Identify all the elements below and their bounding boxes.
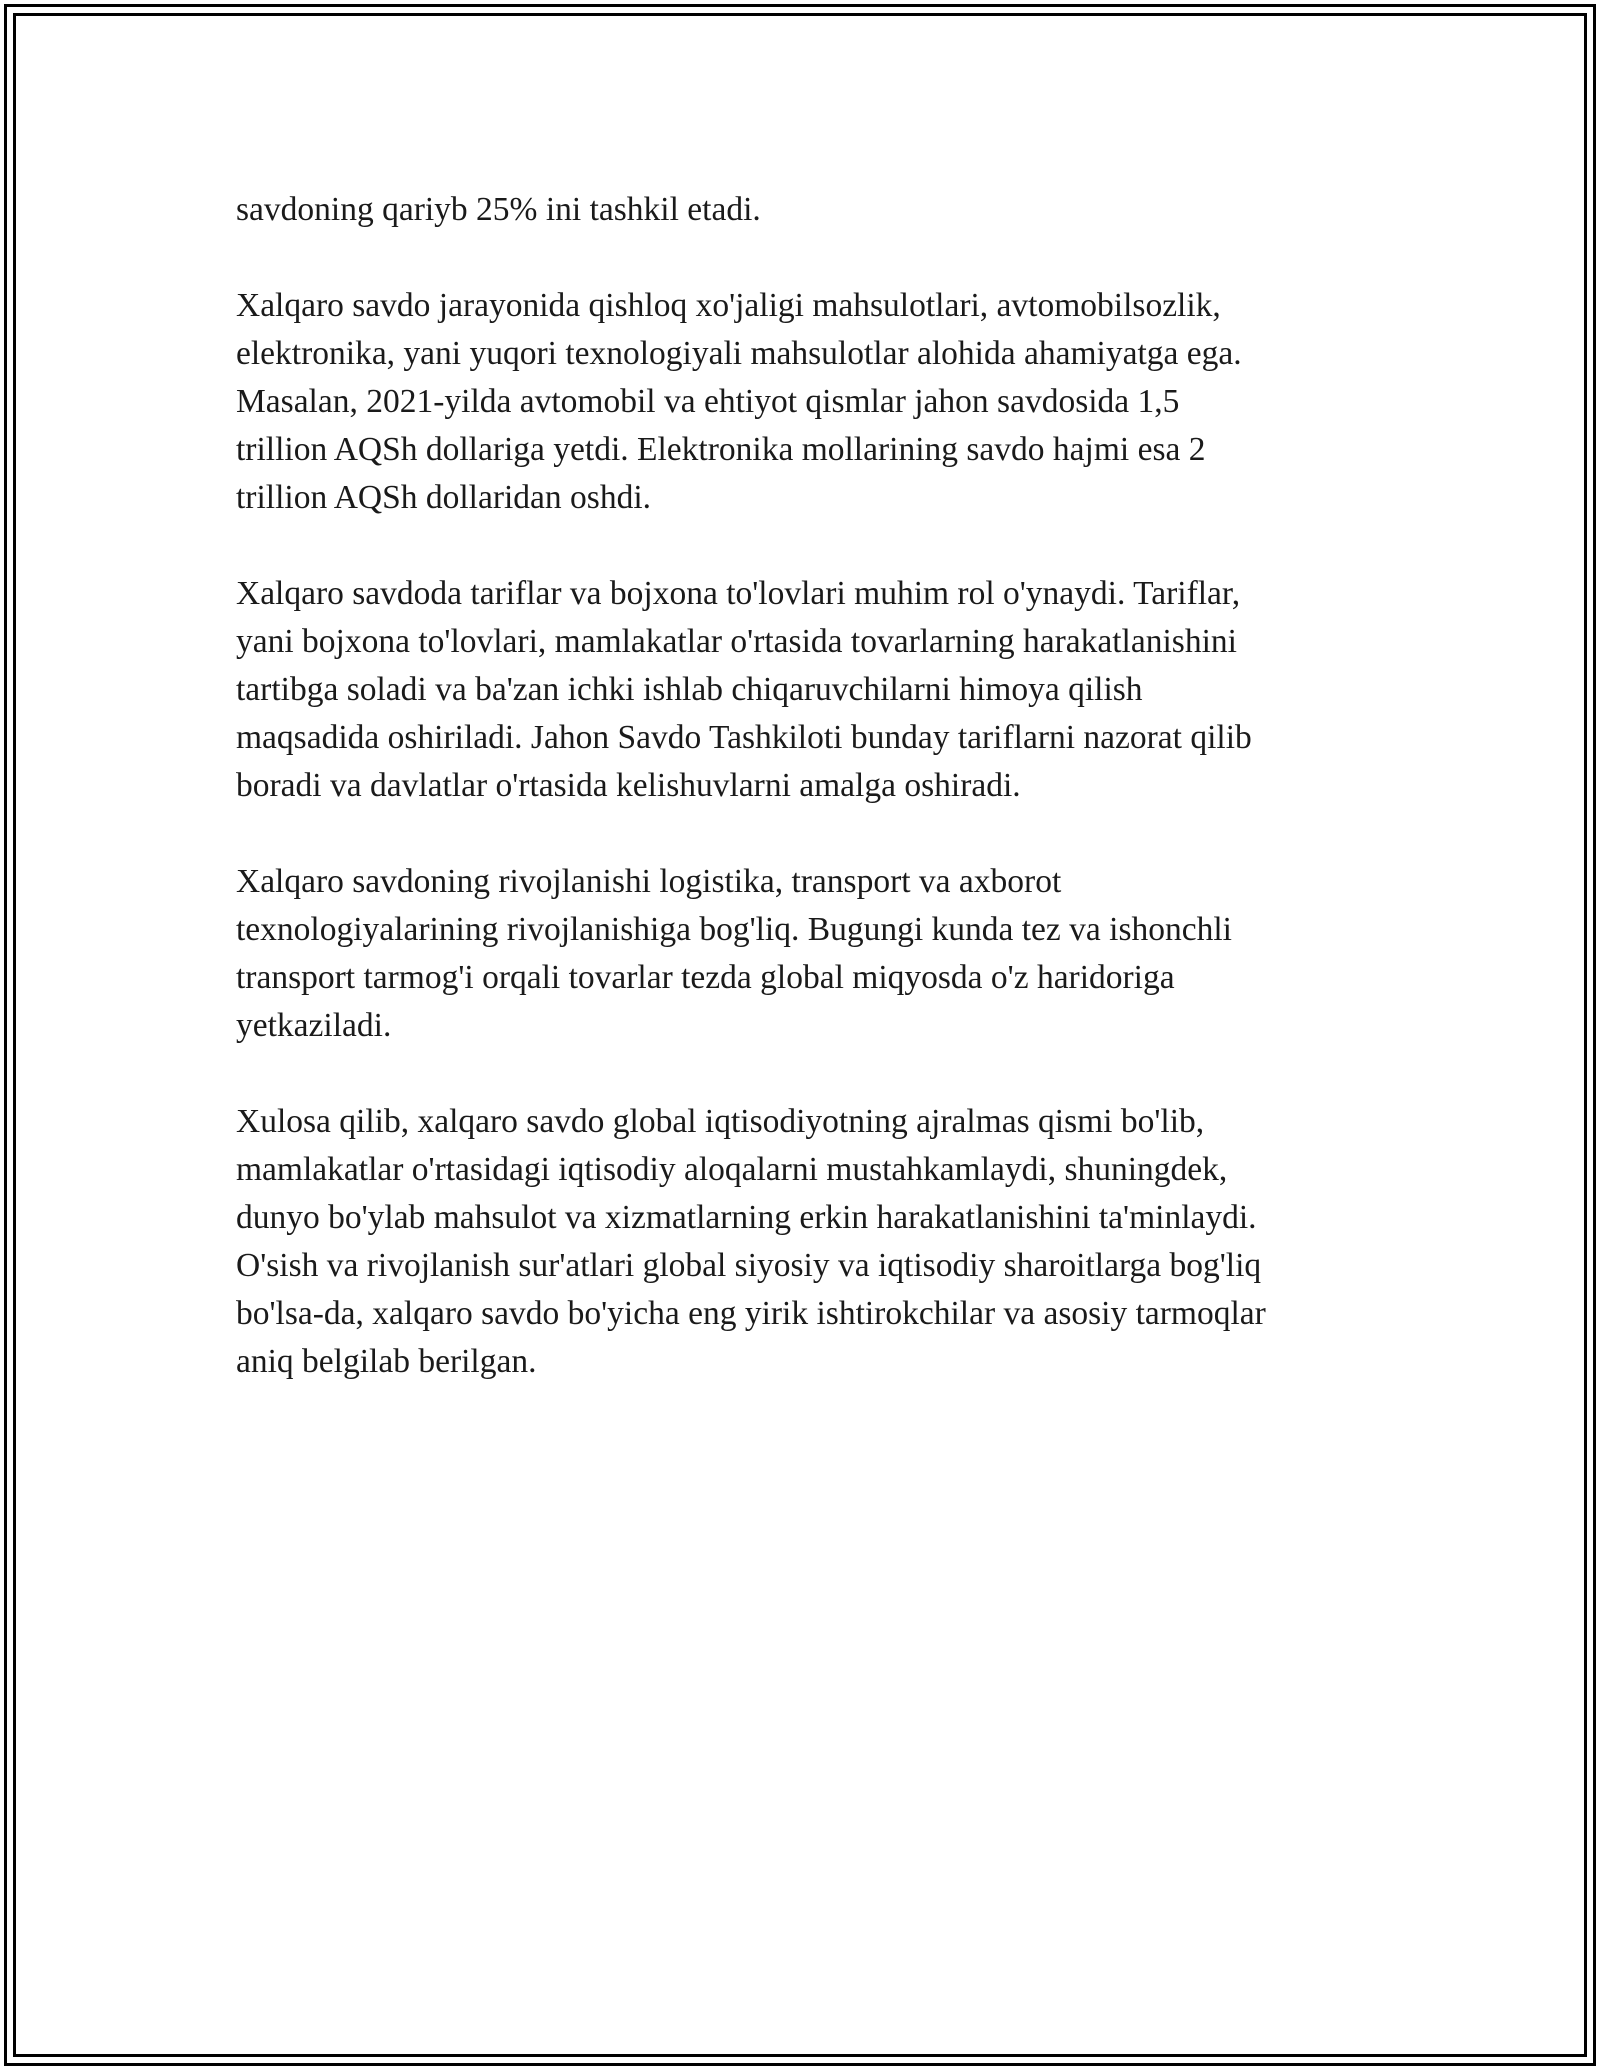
paragraph-tariffs: Xalqaro savdoda tariflar va bojxona to'lovlari muhim rol o'ynaydi. Tariflar, yani bojxona to'lovlari, mamlakatlar o'rtasida tovarlarning harakatlanishini tartibga soladi va ba'zan ichki ishlab chiqaruvchilarni himoya qilish maqsadida oshiriladi. Jahon Savdo Tashkiloti bunday tariflarni nazorat qilib boradi va davlatlar o'rtasida kelishuvlarni amalga oshiradi.	[236, 575, 1252, 804]
paragraph-trade-sectors: Xalqaro savdo jarayonida qishloq xo'jaligi mahsulotlari, avtomobilsozlik, elektronika, yani yuqori texnologiyali mahsulotlar alohida ahamiyatga ega. Masalan, 2021-yilda avtomobil va ehtiyot qismlar jahon savdosida 1,5 trillion AQSh dollariga yetdi. Elektronika mollarining savdo hajmi esa 2 trillion AQSh dollaridan oshdi.	[236, 287, 1242, 516]
document-body	[236, 186, 1376, 1434]
paragraph-logistics: Xalqaro savdoning rivojlanishi logistika, transport va axborot texnologiyalarining rivojlanishiga bog'liq. Bugungi kunda tez va ishonchli transport tarmog'i orqali tovarlar tezda global miqyosda o'z haridoriga yetkaziladi.	[236, 863, 1232, 1044]
paragraph-conclusion: Xulosa qilib, xalqaro savdo global iqtisodiyotning ajralmas qismi bo'lib, mamlakatlar o'rtasidagi iqtisodiy aloqalarni mustahkamlaydi, shuningdek, dunyo bo'ylab mahsulot va xizmatlarning erkin harakatlanishini ta'minlaydi. O'sish va rivojlanish sur'atlari global siyosiy va iqtisodiy sharoitlarga bog'liq bo'lsa-da, xalqaro savdo bo'yicha eng yirik ishtirokchilar va asosiy tarmoqlar aniq belgilab berilgan.	[236, 1103, 1266, 1380]
paragraph-continuation: savdoning qariyb 25% ini tashkil etadi.	[236, 191, 761, 228]
